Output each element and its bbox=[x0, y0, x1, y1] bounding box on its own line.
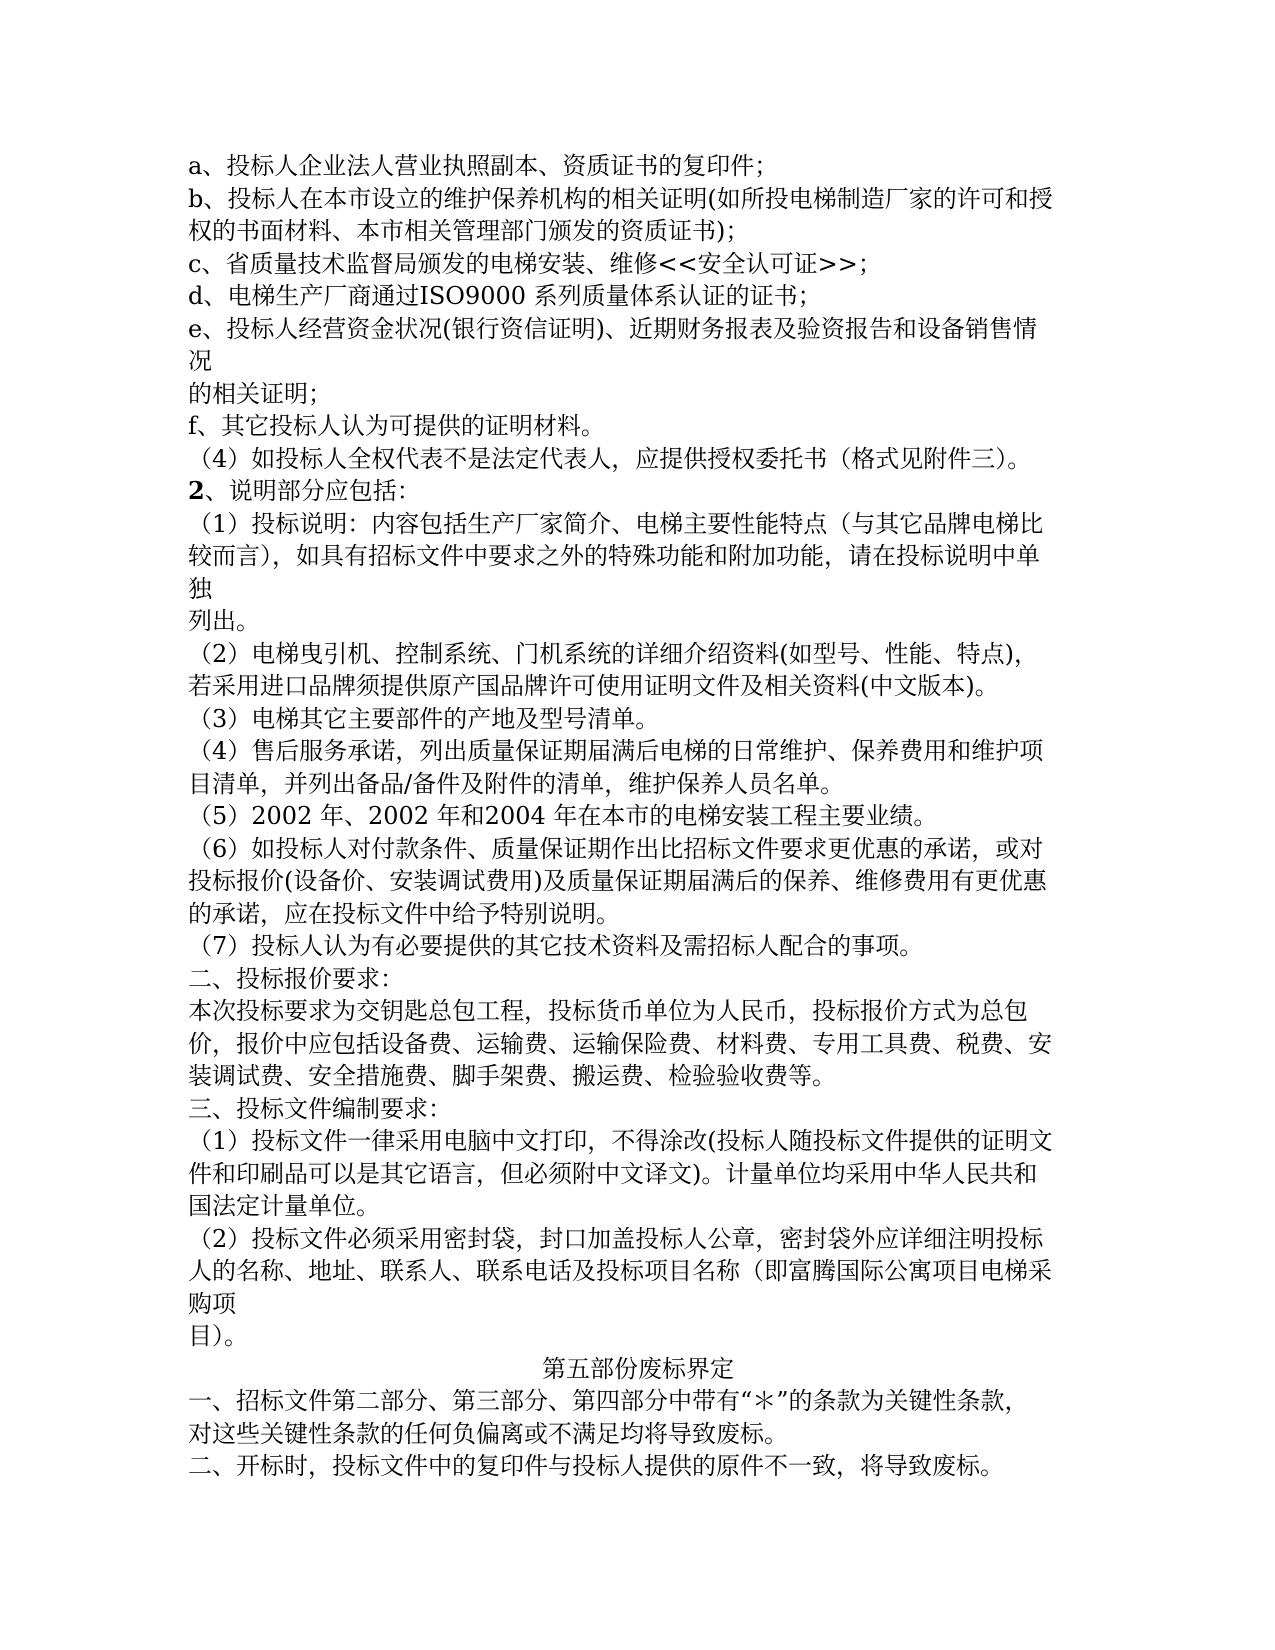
text-line: d、电梯生产厂商通过ISO9000 系列质量体系认证的证书； bbox=[188, 282, 822, 310]
text-line: （4）如投标人全权代表不是法定代表人，应提供授权委托书（格式见附件三）。 bbox=[188, 444, 1032, 473]
text-line: （2）投标文件必须采用密封袋，封口加盖投标人公章，密封袋外应详细注明投标 bbox=[188, 1224, 1044, 1253]
text-line: 权的书面材料、本市相关管理部门颁发的资质证书)； bbox=[188, 217, 750, 245]
text-line: （6）如投标人对付款条件、质量保证期作出比招标文件要求更优惠的承诺，或对 bbox=[188, 834, 1044, 863]
text-line: 对这些关键性条款的任何负偏离或不满足均将导致废标。 bbox=[188, 1419, 788, 1448]
text-line: 装调试费、安全措施费、脚手架费、搬运费、检验验收费等。 bbox=[188, 1062, 836, 1090]
section-heading: 三、投标文件编制要求： bbox=[188, 1094, 452, 1123]
section-heading-text: 、说明部分应包括： bbox=[204, 477, 421, 505]
text-line: （7）投标人认为有必要提供的其它技术资料及需招标人配合的事项。 bbox=[188, 932, 924, 960]
text-line: 投标报价(设备价、安装调试费用)及质量保证期届满后的保养、维修费用有更优惠 bbox=[188, 867, 1047, 895]
text-line: 人的名称、地址、联系人、联系电话及投标项目名称（即富腾国际公寓项目电梯采 bbox=[188, 1257, 1052, 1285]
text-line: 一、招标文件第二部分、第三部分、第四部分中带有“＊”的条款为关键性条款， bbox=[188, 1387, 1029, 1415]
section-number: 2 bbox=[188, 476, 205, 505]
text-line: 目）。 bbox=[188, 1322, 248, 1350]
text-line: 的相关证明； bbox=[188, 379, 332, 408]
text-line: 本次投标要求为交钥匙总包工程，投标货币单位为人民币，投标报价方式为总包 bbox=[188, 997, 1028, 1025]
text-line: 购项 bbox=[188, 1289, 236, 1318]
text-line: （5）2002 年、2002 年和2004 年在本市的电梯安装工程主要业绩。 bbox=[188, 802, 938, 830]
text-line: 独 bbox=[188, 574, 212, 603]
text-line: 的承诺，应在投标文件中给予特别说明。 bbox=[188, 899, 620, 928]
text-line: （4）售后服务承诺，列出质量保证期届满后电梯的日常维护、保养费用和维护项 bbox=[188, 737, 1044, 765]
section-heading: 二、投标报价要求： bbox=[188, 964, 404, 993]
text-line: 价，报价中应包括设备费、运输费、运输保险费、材料费、专用工具费、税费、安 bbox=[188, 1029, 1052, 1058]
text-line: （2）电梯曳引机、控制系统、门机系统的详细介绍资料(如型号、性能、特点)， bbox=[188, 639, 1038, 668]
text-line: 二、开标时，投标文件中的复印件与投标人提供的原件不一致，将导致废标。 bbox=[188, 1452, 1004, 1480]
text-line: 目清单，并列出备品/备件及附件的清单，维护保养人员名单。 bbox=[188, 769, 845, 798]
text-line: b、投标人在本市设立的维护保养机构的相关证明(如所投电梯制造厂家的许可和授 bbox=[188, 184, 1053, 213]
section-heading-2 bbox=[188, 475, 1088, 508]
text-line: f、其它投标人认为可提供的证明材料。 bbox=[188, 412, 605, 440]
text-line: （1）投标文件一律采用电脑中文打印，不得涂改(投标人随投标文件提供的证明文 bbox=[188, 1127, 1053, 1155]
text-line: e、投标人经营资金状况(银行资信证明)、近期财务报表及验资报告和设备销售情 bbox=[188, 314, 1037, 343]
text-line: a、投标人企业法人营业执照副本、资质证书的复印件； bbox=[188, 152, 779, 180]
text-line: 若采用进口品牌须提供原产国品牌许可使用证明文件及相关资料(中文版本)。 bbox=[188, 672, 999, 700]
part-title: 第五部份废标界定 bbox=[542, 1354, 734, 1383]
text-line: 列出。 bbox=[188, 607, 260, 635]
text-line: 况 bbox=[188, 347, 212, 375]
text-line: （3）电梯其它主要部件的产地及型号清单。 bbox=[188, 704, 660, 733]
text-line: c、省质量技术监督局颁发的电梯安装、维修<<安全认可证>>； bbox=[188, 249, 882, 278]
text-line: 国法定计量单位。 bbox=[188, 1192, 380, 1220]
text-line: 件和印刷品可以是其它语言，但必须附中文译文)。计量单位均采用中华人民共和 bbox=[188, 1159, 1038, 1188]
text-line: 较而言），如具有招标文件中要求之外的特殊功能和附加功能，请在投标说明中单 bbox=[188, 542, 1040, 570]
text-line: （1）投标说明：内容包括生产厂家简介、电梯主要性能特点（与其它品牌电梯比 bbox=[188, 509, 1044, 538]
document-page bbox=[188, 150, 1088, 1483]
